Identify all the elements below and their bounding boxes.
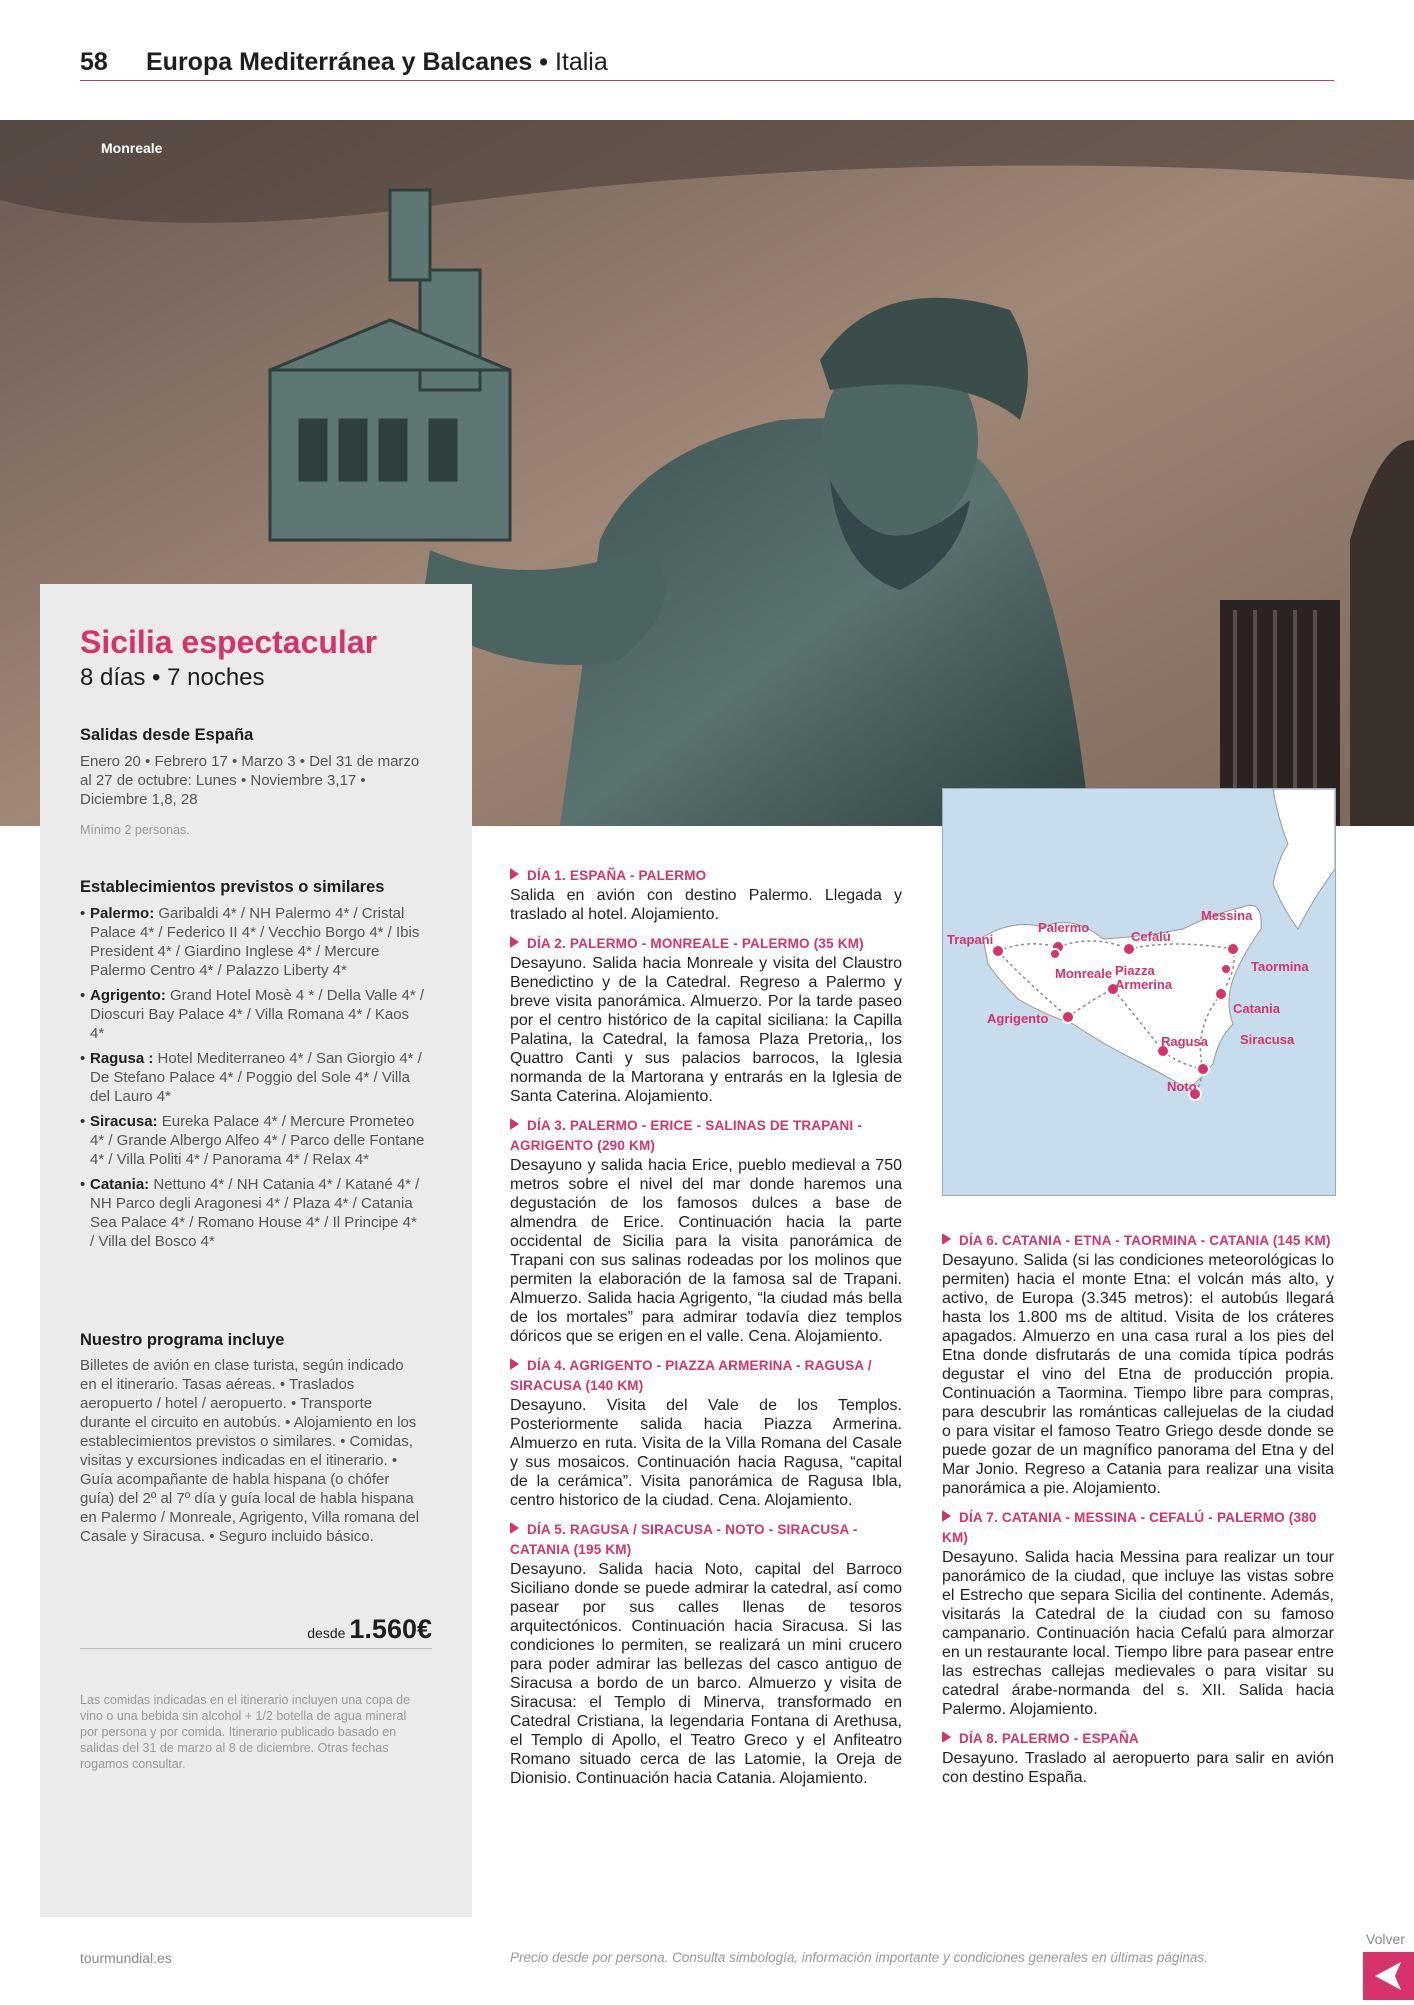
price-value: 1.560€ [349,1614,432,1644]
itinerary-day-5 [510,1520,902,1788]
cefalu-marker [1123,943,1135,955]
photo-caption: Monreale [101,140,163,156]
tour-duration: 8 días • 7 noches [80,664,265,691]
page-number: 58 [80,48,108,76]
day-description: Desayuno. Salida hacia Noto, capital del Barroco Siciliano donde se puede admirar la catedral, así como pasear por sus calles llenas de tesoros arquitectónicos. Continuación hacia Siracusa. Si las condiciones lo permiten, se realizará un mini crucero para poder admirar las bellezas del casco antiguo de Siracusa a bordo de un barco. Almuerzo y visita de Siracusa: el Templo di Minerva, transformado en Catedral Cristiana, la legendaria Fontana di Arethusa, el Templo di Apollo, el Teatro Greco y el Anfiteatro Romano situado cerca de las Latomie, la Oreja de Dionisio. Continuación hacia Catania. Alojamiento. [510,1561,902,1787]
map-label-ragusa: Ragusa [1161,1034,1208,1049]
includes-heading: Nuestro programa incluye [80,1331,285,1349]
tour-info-panel [40,584,472,1917]
map-label-armerina: Armerina [1115,977,1173,992]
arrow-icon [942,1510,951,1522]
arrow-icon [510,868,519,880]
back-label[interactable]: Volver [1366,1931,1405,1947]
footer-disclaimer: Precio desde por persona. Consulta simbología, información importante y condiciones generales en últimas páginas. [510,1950,1208,1965]
arrow-icon [510,1522,519,1534]
itinerary-column-2 [942,1231,1334,1797]
map-label-catania: Catania [1233,1001,1280,1016]
day-description: Desayuno. Salida hacia Monreale y visita del Claustro Benedictino y de la Catedral. Regreso a Palermo y breve visita panorámica. Almuerzo. Por la tarde paseo por el centro histórico de la capital siciliana: la Capilla Palatina, la Catedral, la famosa Plaza Pretoria,, los Quattro Canti y sus palacios barrocos, la Iglesia normanda de la Martorana y entrarás en la Iglesia de Santa Caterina. Alojamiento. [510,955,902,1105]
website-link[interactable]: tourmundial.es [80,1950,172,1966]
map-label-cefalu: Cefalú [1131,929,1171,944]
price-divider [80,1648,432,1649]
day-description: Desayuno. Visita del Vale de los Templos. Posteriormente salida hacia Piazza Armerina. Almuerzo en ruta. Visita de la Villa Romana del Casale y sus mosaicos. Continuación hacia Ragusa, “capital de la cerámica”. Visita panorámica de Ragusa Ibla, centro historico de la ciudad. Cena. Alojamiento. [510,1397,902,1509]
includes-text: Billetes de avión en clase turista, según indicado en el itinerario. Tasas aéreas. • Traslados aeropuerto / hotel / aeropuerto. • Transporte durante el circuito en autobús. • Alojamiento en los establecimientos previstos o similares. • Comidas, visitas y excursiones indicadas en el itinerario. • Guía acompañante de habla hispana (o chófer guía) del 2º al 7º día y guía local de habla hispana en Palermo / Monreale, Agrigento, Villa romana del Casale y Siracusa. • Seguro incluido básico. [80,1357,420,1545]
arrow-icon [510,1358,519,1370]
minimum-people: Mínimo 2 personas. [80,823,190,837]
itinerary-day-8 [942,1729,1334,1787]
day-description: Salida en avión con destino Palermo. Llegada y traslado al hotel. Alojamiento. [510,887,902,923]
trapani-marker [992,945,1004,957]
meal-notes: Las comidas indicadas en el itinerario incluyen una copa de vino o una bebida sin alcohol + 1/2 botella de agua mineral por persona y por comida. Itinerario publicado basado en salidas del 31 de marzo al 8 de diciembre. Otras fechas rogamos consultar. [80,1693,411,1771]
section-title [146,48,608,77]
hotel-item-agrigento: • Agrigento: Grand Hotel Mosè 4 * / Della Valle 4* / Dioscuri Bay Palace 4* / Villa Romana 4* / Kaos 4* [80,986,425,1043]
itinerary-column-1 [510,866,902,1798]
country-name: Italia [554,48,608,76]
hotel-item-ragusa: • Ragusa : Hotel Mediterraneo 4* / San Giorgio 4* / De Stefano Palace 4* / Poggio del Sole 4* / Villa del Lauro 4* [80,1049,425,1106]
back-arrow-icon [1363,1952,1414,2000]
catania-marker [1215,988,1227,1000]
hotel-item-palermo: • Palermo: Garibaldi 4* / NH Palermo 4* / Cristal Palace 4* / Federico II 4* / Vecchio Borgo 4* / Ibis President 4* / Giardino Inglese 4* / Mercure Palermo Centro 4* / Palazzo Liberty 4* [80,904,425,980]
map-label-piazza: Piazza [1115,963,1155,978]
day-description: Desayuno. Salida hacia Messina para realizar un tour panorámico de la ciudad, que incluye las vistas sobre el Estrecho que separa Sicilia del continente. Además, visitarás la Catedral de la ciudad con su famoso campanario. Continuación hacia Cefalú para almorzar en un restaurante local. Tiempo libre para pasear entre las estrechas callejas medievales o para visitar su catedral árabe-normanda del s. XII. Salida hacia Palermo. Alojamiento. [942,1549,1334,1718]
itinerary-day-7 [942,1508,1334,1719]
itinerary-day-3 [510,1116,902,1346]
departures-dates: Enero 20 • Febrero 17 • Marzo 3 • Del 31 de marzo al 27 de octubre: Lunes • Noviembre 3,17 • Diciembre 1,8, 28 [80,753,420,808]
hotel-item-catania: • Catania: Nettuno 4* / NH Catania 4* / Katané 4* / NH Parco degli Aragonesi 4* / Plaza 4* / Catania Sea Palace 4* / Romano House 4* / Il Principe 4* / Villa del Bosco 4* [80,1175,425,1251]
page-header [80,44,1334,81]
day-heading: DÍA 1. ESPAÑA - PALERMO [510,866,902,886]
monreale-marker [1050,949,1060,959]
region-name: Europa Mediterránea y Balcanes [146,48,533,76]
map-label-siracusa: Siracusa [1240,1032,1295,1047]
day-heading: DÍA 5. RAGUSA / SIRACUSA - NOTO - SIRACUSA - CATANIA (195 KM) [510,1522,858,1557]
map-label-noto: Noto [1167,1079,1197,1094]
day-description: Desayuno. Salida (si las condiciones meteorológicas lo permiten) hacia el monte Etna: el volcán más alto, y activo, de Europa (3.345 metros): el autobús llegará hasta los 1.800 ms de altitud. Visita de los cráteres apagados. Almuerzo en una casa rural a los pies del Etna donde disfrutarás de una comida típica podrás degustar el vino del Etna de producción propia. Continuación a Taormina. Tiempo libre para compras, para descubrir las románticas callejuelas de la ciudad o para visitar el famoso Teatro Griego desde donde se puede gozar de un magnífico panorama del Etna y del Mar Jonio. Regreso a Catania para realizar una visita panorámica a pie. Alojamiento. [942,1252,1334,1497]
agrigento-marker [1062,1011,1074,1023]
map-label-taormina: Taormina [1251,959,1309,974]
map-label-monreale: Monreale [1055,966,1113,981]
hotels-list [80,904,425,1257]
hotel-item-siracusa: • Siracusa: Eureka Palace 4* / Mercure Prometeo 4* / Grande Albergo Alfeo 4* / Parco delle Fontane 4* / Villa Politi 4* / Panorama 4* / Relax 4* [80,1112,425,1169]
hotels-heading: Establecimientos previstos o similares [80,878,385,896]
day-heading: DÍA 7. CATANIA - MESSINA - CEFALÚ - PALERMO (380 KM) [942,1510,1317,1545]
messina-marker [1227,943,1239,955]
departures-heading: Salidas desde España [80,726,254,744]
itinerary-day-1 [510,866,902,924]
day-description: Desayuno y salida hacia Erice, pueblo medieval a 750 metros sobre el nivel del mar donde haremos una degustación de los famosos dulces a base de almendra de Erice. Continuación hacia la parte occidental de Sicilia para la visita panorámica de Trapani con sus salinas rodeadas por los molinos que permiten la elaboración de la famosa sal de Trapani. Almuerzo. Salida hacia Agrigento, “la ciudad más bella de los mortales” para admirar todavía diez templos dóricos que se erigen en el valle. Cena. Alojamiento. [510,1157,902,1345]
day-heading: DÍA 2. PALERMO - MONREALE - PALERMO (35 KM) [510,934,902,954]
map-label-agrigento: Agrigento [987,1011,1049,1026]
day-heading: DÍA 6. CATANIA - ETNA - TAORMINA - CATANIA (145 KM) [942,1231,1334,1251]
route-map [942,788,1336,1196]
day-heading: DÍA 8. PALERMO - ESPAÑA [942,1729,1334,1749]
day-heading: DÍA 3. PALERMO - ERICE - SALINAS DE TRAPANI - AGRIGENTO (290 KM) [510,1118,863,1153]
arrow-icon [942,1731,951,1743]
back-button[interactable] [1363,1952,1414,2000]
taormina-marker [1221,964,1231,974]
itinerary-day-4 [510,1356,902,1510]
day-description: Desayuno. Traslado al aeropuerto para salir en avión con destino España. [942,1750,1334,1786]
map-label-messina: Messina [1201,908,1253,923]
sicily-map [943,789,1335,1195]
day-heading: DÍA 4. AGRIGENTO - PIAZZA ARMERINA - RAGUSA / SIRACUSA (140 KM) [510,1358,872,1393]
arrow-icon [510,1118,519,1130]
siracusa-marker [1197,1063,1209,1075]
arrow-icon [942,1233,951,1245]
tour-title: Sicilia espectacular [80,624,378,660]
arrow-icon [510,936,519,948]
itinerary-day-2 [510,934,902,1106]
price-block [307,1614,432,1645]
map-label-palermo: Palermo [1038,920,1090,935]
map-label-trapani: Trapani [947,932,994,947]
price-from-label: desde [307,1625,346,1641]
header-separator: • [539,48,548,76]
itinerary-day-6 [942,1231,1334,1498]
